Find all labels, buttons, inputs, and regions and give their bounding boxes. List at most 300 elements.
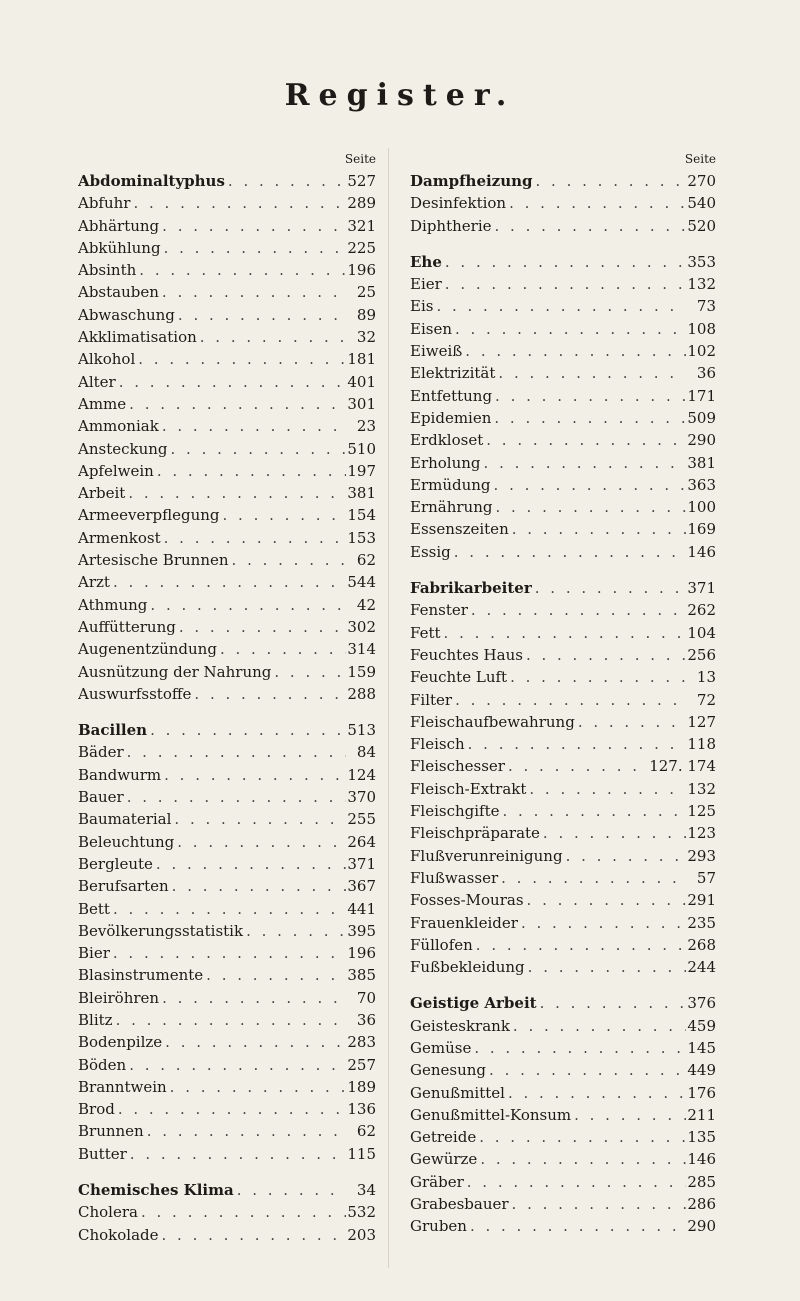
leader-dots: [243, 920, 346, 942]
index-entry: [78, 1143, 376, 1165]
page-number: 169: [687, 520, 716, 539]
index-entry: [78, 987, 376, 1009]
leader-dots: [492, 215, 687, 237]
index-term: Flußwasser: [410, 868, 499, 887]
index-entry: [78, 1224, 376, 1246]
index-entry: [410, 1126, 716, 1148]
page-number: 510: [347, 439, 376, 458]
leader-dots: [473, 934, 686, 956]
page-number: 283: [347, 1033, 376, 1052]
page-number: 197: [347, 461, 376, 480]
index-entry: [78, 853, 376, 875]
index-entry: [78, 616, 376, 638]
index-term: Elektrizität: [410, 364, 496, 383]
index-term: Fleischpräparate: [410, 824, 540, 843]
index-term: Blasinstrumente: [78, 966, 204, 985]
index-entry: [410, 800, 716, 822]
page-number: 102: [687, 342, 716, 361]
index-term: Ansteckung: [78, 439, 168, 458]
page-number: 146: [687, 542, 716, 561]
index-entry: [410, 170, 716, 192]
page-number: 235: [687, 913, 716, 932]
index-term: Genußmittel: [410, 1083, 505, 1102]
index-term: Desinfektion: [410, 194, 507, 213]
index-term: Chokolade: [78, 1225, 159, 1244]
index-term: Baumaterial: [78, 810, 172, 829]
index-entry: [78, 527, 376, 549]
page-number: 385: [347, 966, 376, 985]
page-number: 42: [356, 595, 376, 614]
leader-dots: [467, 1215, 686, 1237]
index-entry: [78, 192, 376, 214]
leader-dots: [162, 1031, 346, 1053]
index-term: Fußbekleidung: [410, 958, 525, 977]
leader-dots: [138, 1201, 346, 1223]
index-term: Entfettung: [410, 386, 493, 405]
leader-dots: [125, 482, 346, 504]
index-entry: [78, 1098, 376, 1120]
leader-dots: [465, 733, 686, 755]
page-number: 381: [687, 453, 716, 472]
page-number: 270: [687, 172, 716, 190]
index-term: Auswurfsstoffe: [78, 684, 192, 703]
leader-dots: [506, 192, 686, 214]
seite-label: Seite: [684, 152, 716, 166]
index-entry: [410, 1193, 716, 1215]
page-number: 84: [356, 743, 376, 762]
page-number: 70: [356, 988, 376, 1007]
index-entry: [410, 992, 716, 1014]
page-number: 395: [347, 921, 376, 940]
leader-dots: [147, 594, 346, 616]
leader-dots: [127, 1143, 346, 1165]
leader-dots: [509, 1193, 686, 1215]
page-number: 264: [347, 832, 376, 851]
index-term: Dampfheizung: [410, 172, 533, 190]
index-term: Gräber: [410, 1172, 464, 1191]
index-term: Beleuchtung: [78, 832, 175, 851]
leader-dots: [110, 571, 346, 593]
index-entry: [78, 438, 376, 460]
index-entry: [410, 711, 716, 733]
index-term: Alter: [78, 372, 116, 391]
index-term: Augenentzündung: [78, 640, 217, 659]
index-term: Abfuhr: [78, 194, 131, 213]
index-entry: [410, 867, 716, 889]
leader-dots: [532, 577, 686, 599]
leader-dots: [471, 1037, 686, 1059]
page-number: 321: [347, 216, 376, 235]
page-number: 189: [347, 1077, 376, 1096]
index-term: Bodenpilze: [78, 1033, 163, 1052]
index-entry: [410, 496, 716, 518]
index-letter-group: [78, 1179, 376, 1246]
leader-dots: [507, 666, 686, 688]
index-term: Filter: [410, 690, 453, 709]
index-entry: [78, 371, 376, 393]
index-column-right: [410, 148, 716, 1238]
index-letter-group: [410, 577, 716, 978]
index-entry: [410, 1215, 716, 1237]
page-number: 36: [696, 364, 716, 383]
page-number: 288: [347, 684, 376, 703]
page-number: 34: [356, 1181, 376, 1200]
leader-dots: [486, 1059, 686, 1081]
index-term: Fabrikarbeiter: [410, 579, 532, 598]
page-number: 285: [687, 1172, 716, 1191]
page-number: 367: [347, 877, 376, 896]
page-number: 401: [347, 372, 376, 391]
index-entry: [78, 1054, 376, 1076]
leader-dots: [174, 831, 346, 853]
index-term: Diphtherie: [410, 216, 492, 235]
index-term: Bett: [78, 899, 110, 918]
index-entry: [410, 429, 716, 451]
page-number: 62: [356, 551, 376, 570]
page-number: 353: [687, 252, 716, 271]
index-term: Apfelwein: [78, 461, 154, 480]
page-number: 115: [347, 1144, 376, 1163]
index-entry: [78, 482, 376, 504]
page-number: 89: [356, 305, 376, 324]
leader-dots: [126, 393, 346, 415]
index-term: Auffütterung: [78, 617, 176, 636]
leader-dots: [110, 898, 346, 920]
leader-dots: [271, 661, 346, 683]
leader-dots: [110, 942, 346, 964]
index-term: Abdominaltyphus: [78, 172, 225, 190]
index-letter-group: [410, 992, 716, 1237]
index-term: Frauenkleider: [410, 913, 518, 932]
page-number: 145: [687, 1038, 716, 1057]
index-term: Amme: [78, 394, 127, 413]
index-term: Fleisch-Extrakt: [410, 779, 527, 798]
leader-dots: [159, 987, 346, 1009]
leader-dots: [135, 348, 346, 370]
page-number: 118: [687, 735, 716, 754]
page-number: 127: [687, 712, 716, 731]
index-term: Böden: [78, 1055, 127, 1074]
index-entry: [410, 318, 716, 340]
seite-label: Seite: [344, 152, 376, 166]
page-number: 73: [696, 297, 716, 316]
index-letter-group: [410, 170, 716, 237]
page-number: 268: [687, 935, 716, 954]
index-term: Akklimatisation: [78, 328, 197, 347]
page-number: 257: [347, 1055, 376, 1074]
page-number: 196: [347, 261, 376, 280]
index-term: Fleischesser: [410, 757, 505, 776]
index-entry: [410, 956, 716, 978]
leader-dots: [491, 474, 686, 496]
index-entry: [78, 504, 376, 526]
page-number: 176: [687, 1083, 716, 1102]
page-number: 302: [347, 617, 376, 636]
index-term: Ermüdung: [410, 475, 491, 494]
index-entry: [78, 1201, 376, 1223]
page-number: 23: [356, 417, 376, 436]
index-entry: [410, 666, 716, 688]
index-entry: [410, 1082, 716, 1104]
index-entry: [410, 215, 716, 237]
index-term: Bandwurm: [78, 765, 162, 784]
leader-dots: [442, 273, 686, 295]
page-number: 532: [347, 1203, 376, 1222]
index-entry: [410, 689, 716, 711]
index-term: Bleiröhren: [78, 988, 160, 1007]
leader-dots: [217, 638, 346, 660]
leader-dots: [124, 786, 346, 808]
index-term: Cholera: [78, 1203, 138, 1222]
leader-dots: [523, 644, 686, 666]
index-entry: [410, 778, 716, 800]
page-number: 171: [687, 386, 716, 405]
index-term: Getreide: [410, 1128, 477, 1147]
index-term: Geisteskrank: [410, 1016, 510, 1035]
page-number: 57: [696, 868, 716, 887]
index-term: Genußmittel-Konsum: [410, 1105, 572, 1124]
leader-dots: [113, 1009, 346, 1031]
index-term: Blitz: [78, 1010, 113, 1029]
index-entry: [410, 644, 716, 666]
index-entry: [410, 1171, 716, 1193]
page-number: 159: [347, 662, 376, 681]
index-entry: [410, 541, 716, 563]
page-number: 125: [687, 802, 716, 821]
leader-dots: [524, 889, 686, 911]
leader-dots: [225, 170, 346, 192]
index-entry: [78, 719, 376, 741]
column-divider: [388, 148, 389, 1268]
index-term: Feuchtes Haus: [410, 645, 523, 664]
index-entry: [78, 683, 376, 705]
index-entry: [410, 912, 716, 934]
leader-dots: [154, 460, 346, 482]
index-entry: [78, 237, 376, 259]
index-entry: [410, 599, 716, 621]
leader-dots: [540, 822, 686, 844]
page-number: 371: [687, 579, 716, 598]
leader-dots: [468, 599, 686, 621]
index-term: Armenkost: [78, 528, 161, 547]
index-term: Fenster: [410, 601, 468, 620]
page-number: 286: [687, 1195, 716, 1214]
leader-dots: [229, 549, 346, 571]
leader-dots: [159, 415, 346, 437]
index-entry: [410, 362, 716, 384]
page-number: 371: [347, 854, 376, 873]
leader-dots: [505, 755, 649, 777]
index-term: Ernährung: [410, 498, 493, 517]
index-entry: [78, 304, 376, 326]
index-term: Bier: [78, 944, 110, 963]
index-term: Gruben: [410, 1217, 467, 1236]
index-entry: [410, 934, 716, 956]
leader-dots: [477, 1148, 686, 1170]
index-entry: [410, 889, 716, 911]
index-entry: [410, 251, 716, 273]
page-number: 153: [347, 528, 376, 547]
index-term: Fett: [410, 623, 441, 642]
index-entry: [78, 594, 376, 616]
index-term: Erholung: [410, 453, 481, 472]
leader-dots: [563, 845, 686, 867]
index-entry: [78, 1031, 376, 1053]
leader-dots: [492, 385, 686, 407]
index-entry: [78, 215, 376, 237]
index-entry: [78, 1076, 376, 1098]
index-entry: [410, 577, 716, 599]
index-entry: [410, 385, 716, 407]
leader-dots: [115, 1098, 346, 1120]
page-number: 509: [687, 408, 716, 427]
index-entry: [78, 326, 376, 348]
index-term: Fleischgifte: [410, 802, 500, 821]
leader-dots: [491, 407, 686, 429]
leader-dots: [144, 1120, 346, 1142]
page-number: 136: [347, 1100, 376, 1119]
page-number: 100: [687, 498, 716, 517]
leader-dots: [161, 527, 346, 549]
index-entry: [78, 1179, 376, 1201]
index-term: Brod: [78, 1100, 115, 1119]
page-number: 459: [687, 1016, 716, 1035]
page-number: 181: [347, 350, 376, 369]
page-number: 203: [347, 1225, 376, 1244]
index-entry: [410, 1059, 716, 1081]
leader-dots: [452, 318, 686, 340]
index-letter-group: [78, 170, 376, 705]
index-term: Bauer: [78, 788, 124, 807]
page-number: 135: [687, 1128, 716, 1147]
index-entry: [78, 808, 376, 830]
index-entry: [78, 920, 376, 942]
index-term: Bergleute: [78, 854, 153, 873]
index-entry: [410, 755, 716, 777]
leader-dots: [234, 1179, 346, 1201]
leader-dots: [500, 800, 687, 822]
leader-dots: [197, 326, 346, 348]
index-entry: [410, 845, 716, 867]
leader-dots: [159, 215, 346, 237]
leader-dots: [116, 371, 346, 393]
leader-dots: [433, 295, 686, 317]
index-term: Eier: [410, 275, 442, 294]
index-entry: [410, 518, 716, 540]
index-entry: [78, 348, 376, 370]
index-term: Flußverunreinigung: [410, 846, 563, 865]
index-letter-group: [410, 251, 716, 563]
leader-dots: [483, 429, 686, 451]
leader-dots: [509, 518, 686, 540]
leader-dots: [441, 622, 686, 644]
leader-dots: [492, 496, 686, 518]
index-entry: [78, 170, 376, 192]
index-entry: [78, 1120, 376, 1142]
index-entry: [410, 295, 716, 317]
index-term: Artesische Brunnen: [78, 551, 229, 570]
leader-dots: [442, 251, 686, 273]
leader-dots: [171, 808, 346, 830]
index-term: Fleisch: [410, 735, 465, 754]
index-letter-group: [78, 719, 376, 1165]
index-entry: [410, 452, 716, 474]
page-number: 255: [347, 810, 376, 829]
index-term: Eiweiß: [410, 342, 463, 361]
index-entry: [78, 964, 376, 986]
index-entry: [410, 1148, 716, 1170]
page-number: 520: [687, 216, 716, 235]
index-entry: [78, 259, 376, 281]
index-entry: [78, 393, 376, 415]
index-entry: [78, 415, 376, 437]
index-entry: [410, 733, 716, 755]
index-term: Eis: [410, 297, 434, 316]
index-term: Feuchte Luft: [410, 668, 508, 687]
index-column-left: [78, 148, 376, 1246]
index-term: Füllofen: [410, 935, 473, 954]
index-entry: [410, 622, 716, 644]
leader-dots: [159, 1224, 346, 1246]
page-number: 527: [347, 172, 376, 190]
leader-dots: [136, 259, 346, 281]
index-entry: [78, 942, 376, 964]
index-term: Berufsarten: [78, 877, 169, 896]
page-number: 293: [687, 846, 716, 865]
index-entry: [78, 875, 376, 897]
index-term: Abhärtung: [78, 216, 160, 235]
index-entry: [78, 764, 376, 786]
page-number: 544: [347, 573, 376, 592]
index-term: Grabesbauer: [410, 1195, 509, 1214]
leader-dots: [126, 1054, 346, 1076]
leader-dots: [124, 741, 346, 763]
page-number: 540: [687, 194, 716, 213]
index-entry: [410, 340, 716, 362]
leader-dots: [167, 1076, 346, 1098]
index-term: Bevölkerungsstatistik: [78, 921, 244, 940]
index-entry: [410, 822, 716, 844]
leader-dots: [176, 616, 346, 638]
leader-dots: [533, 170, 686, 192]
index-entry: [410, 1015, 716, 1037]
page-number: 32: [356, 328, 376, 347]
page-number: 124: [347, 765, 376, 784]
index-term: Ammoniak: [78, 417, 159, 436]
leader-dots: [451, 541, 686, 563]
leader-dots: [220, 504, 346, 526]
index-term: Armeeverpflegung: [78, 506, 220, 525]
leader-dots: [495, 362, 686, 384]
leader-dots: [161, 237, 346, 259]
index-entry: [78, 661, 376, 683]
page-number: 291: [687, 891, 716, 910]
index-term: Abwaschung: [78, 305, 175, 324]
leader-dots: [147, 719, 346, 741]
leader-dots: [537, 992, 686, 1014]
index-entry: [78, 571, 376, 593]
leader-dots: [498, 867, 686, 889]
leader-dots: [130, 192, 346, 214]
leader-dots: [169, 875, 346, 897]
index-entry: [410, 273, 716, 295]
leader-dots: [510, 1015, 686, 1037]
page-number: 196: [347, 944, 376, 963]
page-number: 62: [356, 1122, 376, 1141]
index-entry: [78, 741, 376, 763]
index-term: Gemüse: [410, 1038, 472, 1057]
index-entry: [78, 831, 376, 853]
